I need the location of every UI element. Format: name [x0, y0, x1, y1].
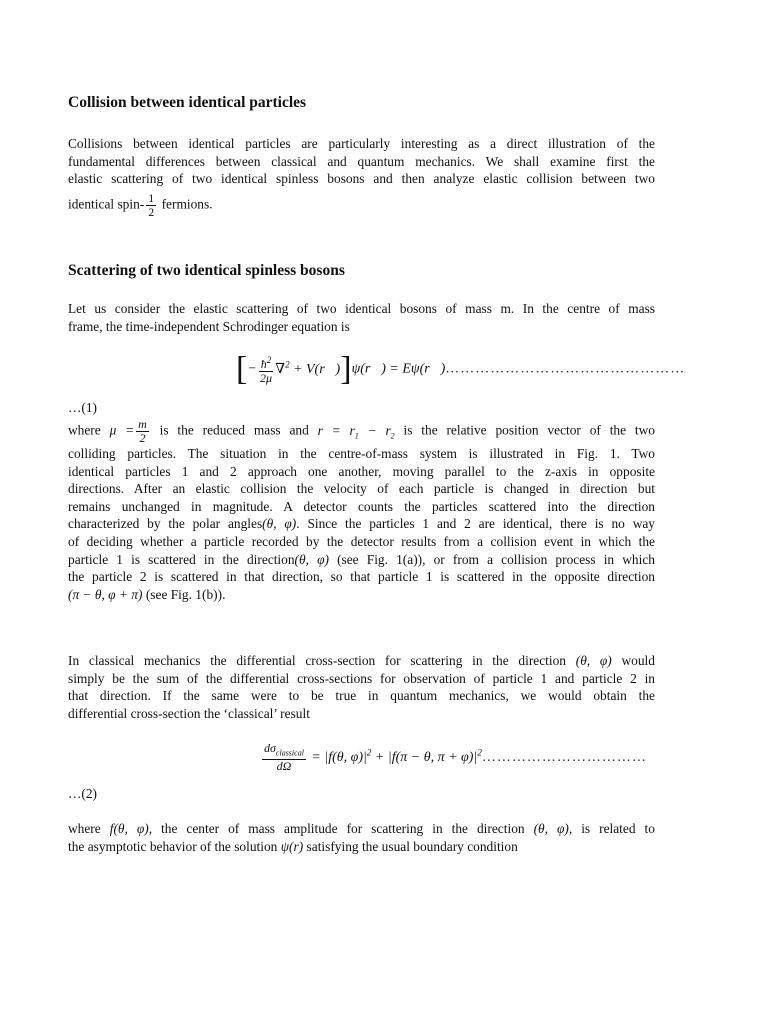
text-fragment: where	[68, 821, 101, 836]
text-line: elastic scattering of two identical spinless bosons and then analyze elastic collision between two	[68, 171, 655, 187]
paragraph-amplitude	[68, 820, 655, 855]
equation-1-label: …(1)	[68, 400, 98, 415]
text-line: (π − θ, φ + π) (see Fig. 1(b)).	[68, 586, 226, 602]
fraction-numerator: 1	[148, 190, 155, 205]
text-line: Collisions between identical particles are particularly interesting as a direct illustration of the	[68, 136, 655, 151]
classical-subscript: classical	[275, 748, 304, 758]
text-fragment: , the center of mass amplitude for scattering in the direction	[148, 821, 525, 836]
text-fragment: In classical mechanics the differential cross-section for scattering in the direction	[68, 653, 566, 668]
text-fragment: is the relative position vector of the two	[403, 422, 655, 438]
text-line: Let us consider the elastic scattering of two identical bosons of mass m. In the centre of mass	[68, 301, 655, 316]
text-fragment: particle 1 is scattered in the direction	[68, 551, 295, 567]
intro-paragraph	[68, 135, 655, 219]
text-line: where μ = $\frac{m}{2}$ is the reduced mass and $r = r_1 - r_2$ is the relative position vector of the two	[68, 417, 655, 445]
heading-spinless-bosons: Scattering of two identical spinless bosons	[68, 262, 345, 279]
text-fragment: identical spin-	[68, 196, 145, 212]
text-line: that direction. If the same were to be true in quantum mechanics, we would obtain the	[68, 688, 655, 704]
text-fragment: . Since the particles 1 and 2 are identical, there is no way	[296, 516, 655, 532]
heading-collision: Collision between identical particles	[68, 94, 307, 111]
text-fragment: , is related to	[568, 821, 655, 836]
text-line: simply be the sum of the differential cross-sections for observation of particle 1 and particle 2 in	[68, 670, 655, 686]
paragraph-reduced-mass	[68, 418, 655, 603]
equation-2-label: …(2)	[68, 786, 98, 801]
text-line: colliding particles. The situation in the centre-of-mass system is illustrated in Fig. 1. Two	[68, 446, 655, 461]
text-fragment: where	[68, 422, 101, 438]
text-fragment: (see Fig. 1(b)).	[142, 586, 226, 602]
paragraph-schrodinger	[68, 300, 655, 335]
text-line: characterized by the polar angles(θ, φ). Since the particles 1 and 2 are identical, there is no way	[68, 516, 655, 532]
text-fragment: characterized by the polar angles	[68, 516, 263, 532]
text-line	[68, 192, 655, 219]
text-line: where f(θ, φ), the center of mass amplitude for scattering in the direction (θ, φ), is related to	[68, 821, 655, 836]
text-line: identical particles 1 and 2 approach one another, moving parallel to the z-axis in opposite	[68, 463, 655, 479]
text-line: remains unchanged in magnitude. A detector counts the particles scattered into the direction	[68, 498, 655, 514]
text-line: In classical mechanics the differential cross-section for scattering in the direction (θ, φ) would	[68, 653, 655, 668]
text-line: particle 1 is scattered in the direction(θ, φ) (see Fig. 1(a)), or from a collision process in which	[68, 551, 655, 567]
text-fragment: the asymptotic behavior of the solution	[68, 838, 278, 854]
text-fragment: would	[621, 653, 655, 668]
text-line: the asymptotic behavior of the solution ψ(r) satisfying the usual boundary condition	[68, 838, 518, 854]
paragraph-classical	[68, 652, 655, 722]
text-line: fundamental differences between classical and quantum mechanics. We shall examine first the	[68, 153, 655, 169]
fraction-half	[146, 192, 156, 219]
text-line: differential cross-section the ‘classical’ result	[68, 705, 310, 721]
equation-1: [− $\frac{ħ^2}{2\mu}$ ∇$^2$ + V(r⃗)]ψ(r⃗) = Eψ(r⃗)…………………………………………	[236, 350, 686, 388]
text-line: of deciding whether a particle recorded by the detector results from a collision event in which the	[68, 533, 655, 549]
text-line: the particle 2 is scattered in that direction, so that particle 1 is scattered in the opposite direction	[68, 569, 655, 585]
equation-2: $\frac{d\sigma_{classical}}{d\Omega}$ = |f(θ, $\varphi)|^2 + |f(\pi - \theta$, $\pi + \varphi)|^2\dots\dots\dots\dots\dots\dots\dots\dots\dots\dots\dots$	[264, 741, 647, 774]
text-fragment: (see Fig. 1(a)), or from a collision process in which	[328, 551, 655, 567]
fraction-denominator: 2	[148, 204, 155, 219]
text-line: frame, the time-independent Schrodinger equation is	[68, 318, 350, 334]
text-fragment: satisfying the usual boundary condition	[306, 838, 518, 854]
text-fragment: fermions.	[161, 196, 213, 212]
text-fragment: is the reduced mass and	[159, 422, 309, 438]
text-line: directions. After an elastic collision the velocity of each particle is changed in direction but	[68, 481, 655, 497]
